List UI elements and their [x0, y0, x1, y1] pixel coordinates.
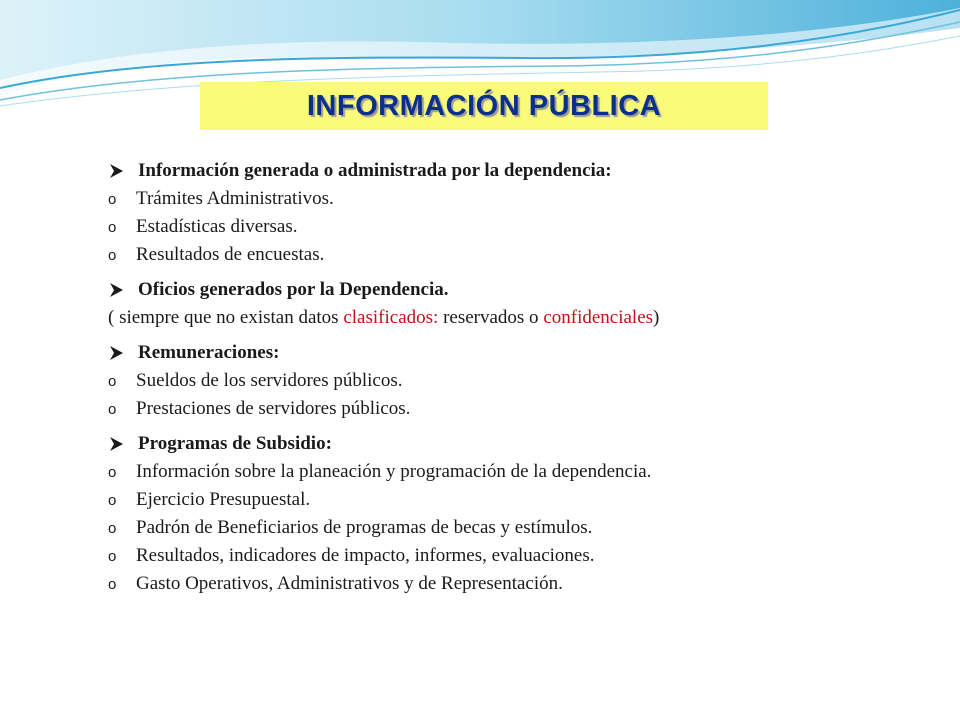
circle-bullet-icon: o: [108, 464, 117, 481]
list-item: [108, 486, 928, 514]
section-heading-remuneraciones: [108, 339, 928, 367]
section-note: [108, 304, 928, 332]
list-item: [108, 570, 928, 598]
list-item-text: Padrón de Beneficiarios de programas de becas y estímulos.: [136, 517, 593, 538]
section-heading-text: Programas de Subsidio:: [138, 433, 332, 454]
arrowhead-bullet-icon: [108, 282, 124, 298]
section-heading-informacion: [108, 157, 928, 185]
arrowhead-bullet-icon: [108, 436, 124, 452]
list-item-text: Información sobre la planeación y programación de la dependencia.: [136, 461, 652, 482]
section-heading-programas: [108, 430, 928, 458]
circle-bullet-icon: o: [108, 576, 117, 593]
section-heading-text: Remuneraciones:: [138, 342, 280, 363]
arrowhead-bullet-icon: [108, 163, 124, 179]
list-item: [108, 514, 928, 542]
note-text: reservados o: [438, 307, 544, 328]
list-item-text: Prestaciones de servidores públicos.: [136, 398, 411, 419]
list-item-text: Ejercicio Presupuestal.: [136, 489, 311, 510]
arrowhead-bullet-icon: [108, 345, 124, 361]
note-text: ( siempre que no existan datos: [108, 307, 344, 328]
list-item: [108, 395, 928, 423]
list-item: [108, 542, 928, 570]
circle-bullet-icon: o: [108, 520, 117, 537]
circle-bullet-icon: o: [108, 191, 117, 208]
page-title: INFORMACIÓN PÚBLICA: [306, 89, 662, 122]
list-item: [108, 185, 928, 213]
list-item-text: Sueldos de los servidores públicos.: [136, 370, 403, 391]
section-heading-text: Oficios generados por la Dependencia.: [138, 279, 449, 300]
circle-bullet-icon: o: [108, 373, 117, 390]
list-item-text: Resultados, indicadores de impacto, informes, evaluaciones.: [136, 545, 595, 566]
list-item: [108, 367, 928, 395]
note-highlight-clasificados: clasificados:: [343, 307, 439, 328]
list-item: [108, 241, 928, 269]
list-item: [108, 458, 928, 486]
note-highlight-confidenciales: confidenciales: [543, 307, 654, 328]
section-heading-text: Información generada o administrada por la dependencia:: [138, 160, 612, 181]
content-list: [108, 157, 928, 598]
note-text: ): [653, 307, 660, 328]
section-heading-oficios: [108, 276, 928, 304]
title-banner: [200, 82, 768, 130]
circle-bullet-icon: o: [108, 219, 117, 236]
list-item-text: Estadísticas diversas.: [136, 216, 298, 237]
list-item-text: Resultados de encuestas.: [136, 244, 325, 265]
circle-bullet-icon: o: [108, 401, 117, 418]
list-item: [108, 213, 928, 241]
circle-bullet-icon: o: [108, 247, 117, 264]
list-item-text: Trámites Administrativos.: [136, 188, 334, 209]
circle-bullet-icon: o: [108, 548, 117, 565]
circle-bullet-icon: o: [108, 492, 117, 509]
list-item-text: Gasto Operativos, Administrativos y de Representación.: [136, 573, 563, 594]
